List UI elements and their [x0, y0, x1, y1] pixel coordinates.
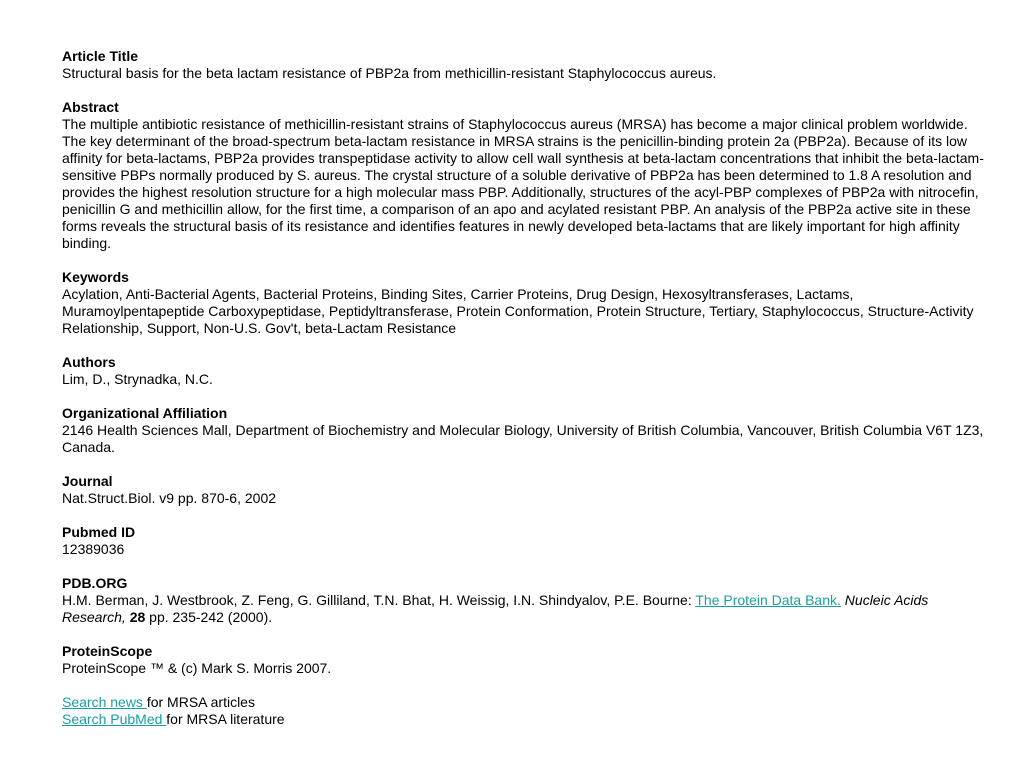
pdb-citation-pages: pp. 235-242 (2000). — [145, 609, 273, 625]
keywords-heading: Keywords — [62, 269, 129, 285]
abstract-section — [62, 99, 987, 252]
pdb-heading: PDB.ORG — [62, 575, 128, 591]
document-page — [62, 48, 987, 745]
keywords-section — [62, 269, 987, 337]
journal-text: Nat.Struct.Biol. v9 pp. 870-6, 2002 — [62, 490, 277, 506]
pubmed-heading: Pubmed ID — [62, 524, 136, 540]
affiliation-heading: Organizational Affiliation — [62, 405, 228, 421]
protein-data-bank-link[interactable]: The Protein Data Bank. — [695, 592, 841, 608]
pubmed-id: 12389036 — [62, 541, 125, 557]
search-links-section — [62, 694, 987, 728]
article-title-text: Structural basis for the beta lactam resistance of PBP2a from methicillin-resistant Staphylococcus aureus. — [62, 65, 717, 81]
article-title-heading: Article Title — [62, 48, 138, 64]
affiliation-section — [62, 405, 987, 456]
keywords-text: Acylation, Anti-Bacterial Agents, Bacterial Proteins, Binding Sites, Carrier Proteins, Drug Design, Hexosyltransferases, Lactams, Muramoylpentapeptide Carboxypeptidase, Peptidyltransferase, Protein Conformation, Protein Structure, Tertiary, Staphylococcus, Structure-Activity Relationship, Support, Non-U.S. Gov't, beta-Lactam Resistance — [62, 286, 974, 336]
pubmed-section — [62, 524, 987, 558]
search-news-suffix: for MRSA articles — [146, 694, 255, 710]
pdb-citation-journal: Nucleic Acids Research — [62, 592, 929, 625]
affiliation-text: 2146 Health Sciences Mall, Department of Biochemistry and Molecular Biology, University of British Columbia, Vancouver, British Columbia V6T 1Z3, Canada. — [62, 422, 984, 455]
article-title-section — [62, 48, 987, 82]
abstract-heading: Abstract — [62, 99, 119, 115]
search-news-link[interactable]: Search news — [62, 694, 147, 710]
authors-text: Lim, D., Strynadka, N.C. — [62, 371, 213, 387]
authors-section — [62, 354, 987, 388]
proteinscope-section — [62, 643, 987, 677]
pdb-section — [62, 575, 987, 626]
journal-section — [62, 473, 987, 507]
proteinscope-text: ProteinScope ™ & (c) Mark S. Morris 2007. — [62, 660, 332, 676]
pdb-citation-comma: , — [121, 609, 130, 625]
abstract-text: The multiple antibiotic resistance of methicillin-resistant strains of Staphylococcus aureus (MRSA) has become a major clinical problem worldwide. The key determinant of the broad-spectrum beta-lactam resistance in MRSA strains is the penicillin-binding protein 2a (PBP2a). Because of its low affinity for beta-lactams, PBP2a provides transpeptidase activity to allow cell wall synthesis at beta-lactam concentrations that inhibit the beta-lactam-sensitive PBPs normally produced by S. aureus. The crystal structure of a soluble derivative of PBP2a has been determined to 1.8 A resolution and provides the highest resolution structure for a high molecular mass PBP. Additionally, structures of the acyl-PBP complexes of PBP2a with nitrocefin, penicillin G and methicillin allow, for the first time, a comparison of an apo and acylated resistant PBP. An analysis of the PBP2a active site in these forms reveals the structural basis of its resistance and identifies features in newly developed beta-lactams that are likely important for high affinity binding. — [62, 116, 984, 251]
search-pubmed-link[interactable]: Search PubMed — [62, 711, 167, 727]
journal-heading: Journal — [62, 473, 113, 489]
proteinscope-heading: ProteinScope — [62, 643, 153, 659]
search-pubmed-suffix: for MRSA literature — [166, 711, 285, 727]
pdb-citation-volume: 28 — [129, 609, 146, 625]
authors-heading: Authors — [62, 354, 116, 370]
search-news-line — [62, 694, 987, 711]
pdb-citation-authors: H.M. Berman, J. Westbrook, Z. Feng, G. Gilliland, T.N. Bhat, H. Weissig, I.N. Shindyalov, P.E. Bourne: — [62, 592, 696, 608]
search-pubmed-line — [62, 711, 987, 728]
pdb-citation — [62, 592, 987, 626]
